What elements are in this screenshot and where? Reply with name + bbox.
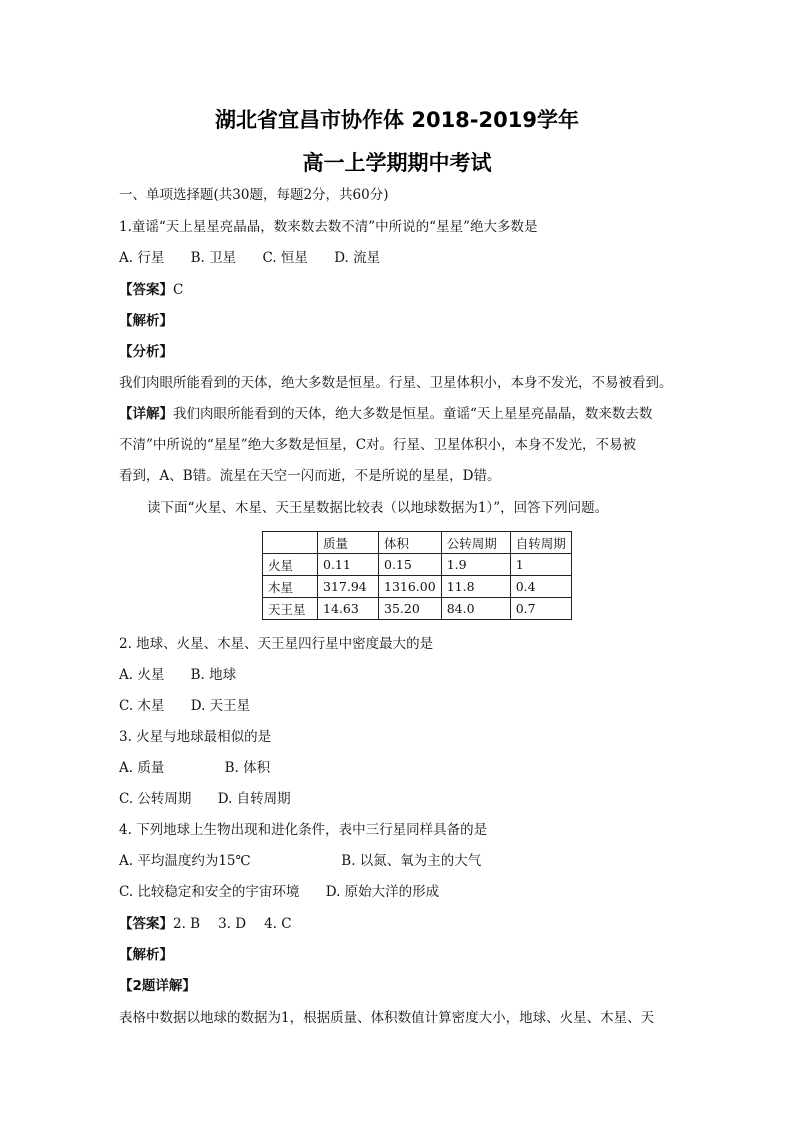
q3-option-d: D. 自转周期 xyxy=(217,791,291,807)
q1-fenxi-tag: 【分析】 xyxy=(119,344,173,360)
detail-tag: 【详解】 xyxy=(119,406,173,422)
section-heading: 一、单项选择题(共30题，每题2分，共60分) xyxy=(119,187,389,203)
q1-analysis-tag: 【解析】 xyxy=(119,313,173,329)
q2-option-a: A. 火星 xyxy=(119,667,165,683)
q1-detail-line3: 看到，A、B错。流星在天空一闪而逝，不是所说的星星，D错。 xyxy=(119,468,501,484)
table-cell: 14.63 xyxy=(318,598,379,620)
table-cell: 木星 xyxy=(263,576,318,598)
table-cell: 11.8 xyxy=(441,576,510,598)
table-cell: 0.11 xyxy=(318,554,379,576)
q3-option-b: B. 体积 xyxy=(224,760,271,776)
table-row xyxy=(263,576,572,598)
table-row xyxy=(263,598,572,620)
table-header-cell: 公转周期 xyxy=(441,532,510,554)
table-cell: 317.94 xyxy=(318,576,379,598)
q1-option-c: C. 恒星 xyxy=(262,250,308,266)
q4-option-b: B. 以氮、氧为主的大气 xyxy=(341,853,482,869)
table-header-row xyxy=(263,532,572,554)
question-2-options-row2 xyxy=(119,697,250,715)
q4-option-c: C. 比较稳定和安全的宇宙环境 xyxy=(119,884,300,900)
reading-prompt: 读下面“火星、木星、天王星数据比较表（以地球数据为1）”，回答下列问题。 xyxy=(147,500,609,516)
question-3-options-row1 xyxy=(119,759,270,777)
question-4-stem: 4. 下列地球上生物出现和进化条件，表中三行星同样具备的是 xyxy=(119,822,488,838)
answer-3: 3. D xyxy=(218,916,247,932)
q1-option-d: D. 流星 xyxy=(334,250,381,266)
q1-option-b: B. 卫星 xyxy=(190,250,237,266)
page-title: 湖北省宜昌市协作体 2018-2019学年 xyxy=(215,108,579,132)
question-1-options xyxy=(119,249,380,267)
question-3-stem: 3. 火星与地球最相似的是 xyxy=(119,729,272,745)
q1-detail-line1 xyxy=(119,405,652,423)
table-row xyxy=(263,554,572,576)
q4-option-a: A. 平均温度约为15℃ xyxy=(119,853,251,869)
table-cell: 1 xyxy=(510,554,571,576)
q2-detail-text: 表格中数据以地球的数据为1，根据质量、体积数值计算密度大小，地球、火星、木星、天 xyxy=(119,1010,655,1026)
q4-option-d: D. 原始大洋的形成 xyxy=(325,884,440,900)
q2-option-c: C. 木星 xyxy=(119,698,165,714)
table-cell: 0.15 xyxy=(379,554,442,576)
table-cell: 35.20 xyxy=(379,598,442,620)
q2-option-d: D. 天王星 xyxy=(190,698,251,714)
q3-option-c: C. 公转周期 xyxy=(119,791,192,807)
answers-tag: 【答案】 xyxy=(119,916,173,932)
table-cell: 1316.00 xyxy=(379,576,442,598)
question-2-stem: 2. 地球、火星、木星、天王星四行星中密度最大的是 xyxy=(119,636,434,652)
q2-option-b: B. 地球 xyxy=(190,667,237,683)
answer-tag: 【答案】 xyxy=(119,282,173,298)
question-3-options-row2 xyxy=(119,790,291,808)
q1-answer xyxy=(119,281,183,299)
answers-line xyxy=(119,915,292,933)
q1-fenxi-text: 我们肉眼所能看到的天体，绝大多数是恒星。行星、卫星体积小，本身不发光，不易被看到。 xyxy=(119,375,673,391)
table-cell: 0.7 xyxy=(510,598,571,620)
answer-2: 2. B xyxy=(173,916,201,932)
planet-data-table xyxy=(262,531,572,620)
q1-option-a: A. 行星 xyxy=(119,250,165,266)
table-cell: 84.0 xyxy=(441,598,510,620)
answer-4: 4. C xyxy=(264,916,292,932)
answers-analysis-tag: 【解析】 xyxy=(119,947,173,963)
table-header-cell: 质量 xyxy=(318,532,379,554)
q2-detail-tag: 【2题详解】 xyxy=(119,978,196,994)
table-header-cell: 体积 xyxy=(379,532,442,554)
question-4-options-row2 xyxy=(119,883,439,901)
question-4-options-row1 xyxy=(119,852,481,870)
q3-option-a: A. 质量 xyxy=(119,760,165,776)
table-header-cell xyxy=(263,532,318,554)
table-header-cell: 自转周期 xyxy=(510,532,571,554)
table-cell: 天王星 xyxy=(263,598,318,620)
question-1-stem: 1.童谣“天上星星亮晶晶，数来数去数不清”中所说的“星星”绝大多数是 xyxy=(119,219,538,235)
question-2-options-row1 xyxy=(119,666,236,684)
answer-value: C xyxy=(173,282,184,298)
page-subtitle: 高一上学期期中考试 xyxy=(302,151,492,175)
table-cell: 火星 xyxy=(263,554,318,576)
q1-detail-line2: 不清”中所说的“星星”绝大多数是恒星，C对。行星、卫星体积小，本身不发光，不易被 xyxy=(119,437,637,453)
detail-text-1: 我们肉眼所能看到的天体，绝大多数是恒星。童谣“天上星星亮晶晶，数来数去数 xyxy=(173,406,653,422)
table-cell: 1.9 xyxy=(441,554,510,576)
table-cell: 0.4 xyxy=(510,576,571,598)
